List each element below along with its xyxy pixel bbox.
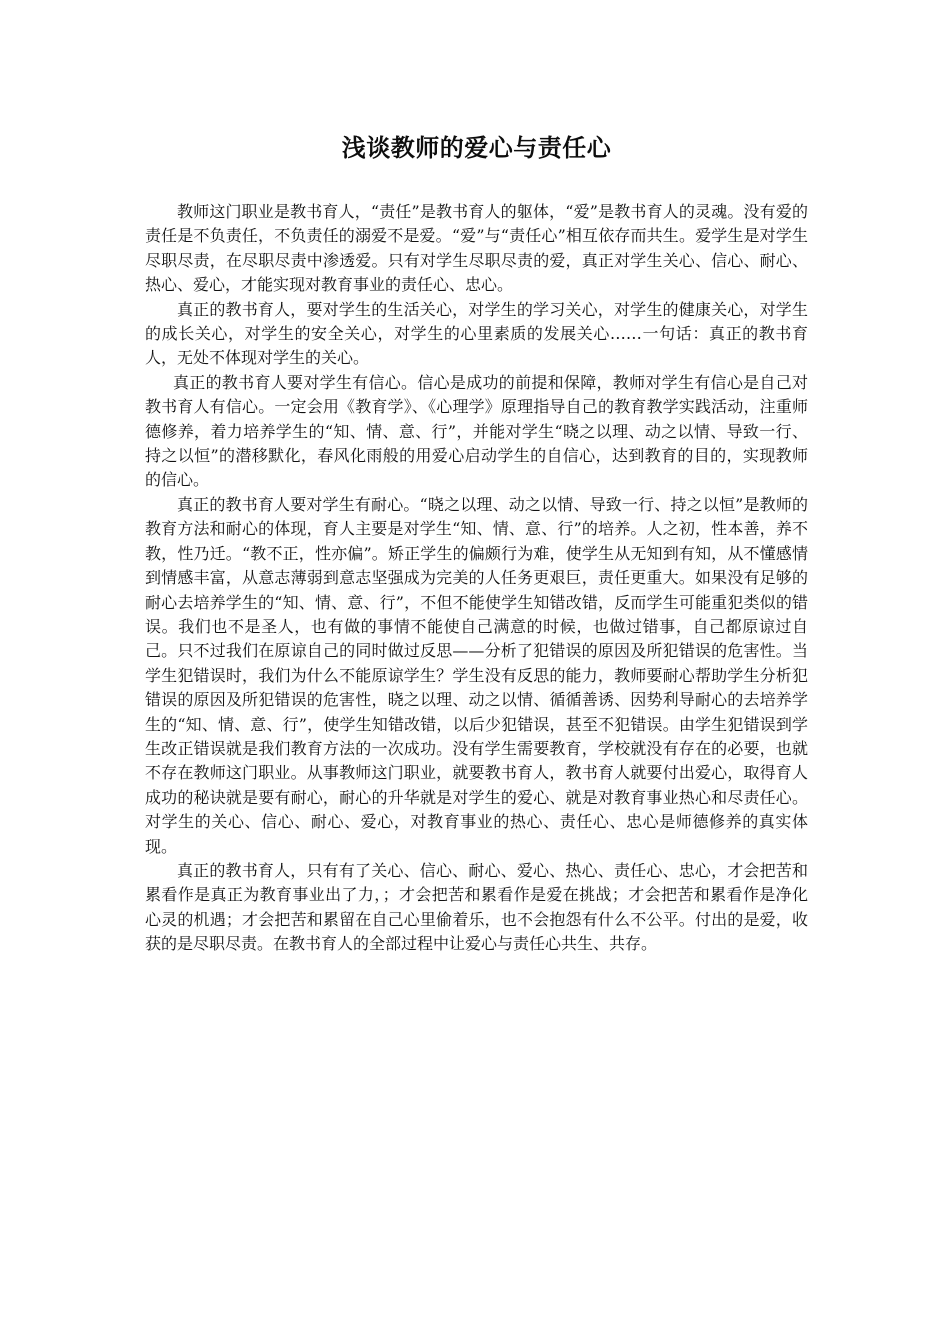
paragraph-4: 真正的教书育人要对学生有耐心。“晓之以理、动之以情、导致一行、持之以恒”是教师的教育方法和耐心的体现，育人主要是对学生“知、情、意、行”的培养。人之初，性本善，养不教，性乃迁。“教不正，性亦偏”。矫正学生的偏颇行为难，使学生从无知到有知，从不懂感情到情感丰富，从意志薄弱到意志坚强成为完美的人任务更艰巨，责任更重大。如果没有足够的耐心去培养学生的“知、情、意、行”，不但不能使学生知错改错，反而学生可能重犯类似的错误。我们也不是圣人，也有做的事情不能使自己满意的时候，也做过错事，自己都原谅过自己。只不过我们在原谅自己的同时做过反思——分析了犯错误的原因及所犯错误的危害性。当学生犯错误时，我们为什么不能原谅学生？学生没有反思的能力，教师要耐心帮助学生分析犯错误的原因及所犯错误的危害性，晓之以理、动之以情、循循善诱、因势利导耐心的去培养学生的“知、情、意、行”，使学生知错改错，以后少犯错误，甚至不犯错误。由学生犯错误到学生改正错误就是我们教育方法的一次成功。没有学生需要教育，学校就没有存在的必要，也就不存在教师这门职业。从事教师这门职业，就要教书育人，教书育人就要付出爱心，取得育人成功的秘诀就是要有耐心，耐心的升华就是对学生的爱心、就是对教育事业热心和尽责任心。对学生的关心、信心、耐心、爱心，对教育事业的热心、责任心、忠心是师德修养的真实体现。 bbox=[145, 494, 808, 856]
document-body bbox=[145, 200, 808, 957]
paragraph-2: 真正的教书育人，要对学生的生活关心，对学生的学习关心，对学生的健康关心，对学生的成长关心，对学生的安全关心，对学生的心里素质的发展关心……一句话：真正的教书育人，无处不体现对学生的关心。 bbox=[145, 299, 808, 368]
page-title: 浅谈教师的爱心与责任心 bbox=[341, 134, 612, 162]
paragraph-1: 教师这门职业是教书育人，“责任”是教书育人的躯体，“爱”是教书育人的灵魂。没有爱的责任是不负责任，不负责任的溺爱不是爱。“爱”与“责任心”相互依存而共生。爱学生是对学生尽职尽责，在尽职尽责中渗透爱。只有对学生尽职尽责的爱，真正对学生关心、信心、耐心、热心、爱心，才能实现对教育事业的责任心、忠心。 bbox=[145, 202, 808, 295]
paragraph-5: 真正的教书育人，只有有了关心、信心、耐心、爱心、热心、责任心、忠心，才会把苦和累看作是真正为教育事业出了力，；才会把苦和累看作是爱在挑战；才会把苦和累看作是净化心灵的机遇；才会把苦和累留在自己心里偷着乐，也不会抱怨有什么不公平。付出的是爱，收获的是尽职尽责。在教书育人的全部过程中让爱心与责任心共生、共存。 bbox=[145, 860, 808, 954]
paragraph-3: 真正的教书育人要对学生有信心。信心是成功的前提和保障，教师对学生有信心是自己对教书育人有信心。一定会用《教育学》、《心理学》原理指导自己的教育教学实践活动，注重师德修养，着力培养学生的“知、情、意、行”，并能对学生“晓之以理、动之以情、导致一行、持之以恒”的潜移默化，春风化雨般的用爱心启动学生的自信心，达到教育的目的，实现教师的信心。 bbox=[145, 372, 808, 490]
